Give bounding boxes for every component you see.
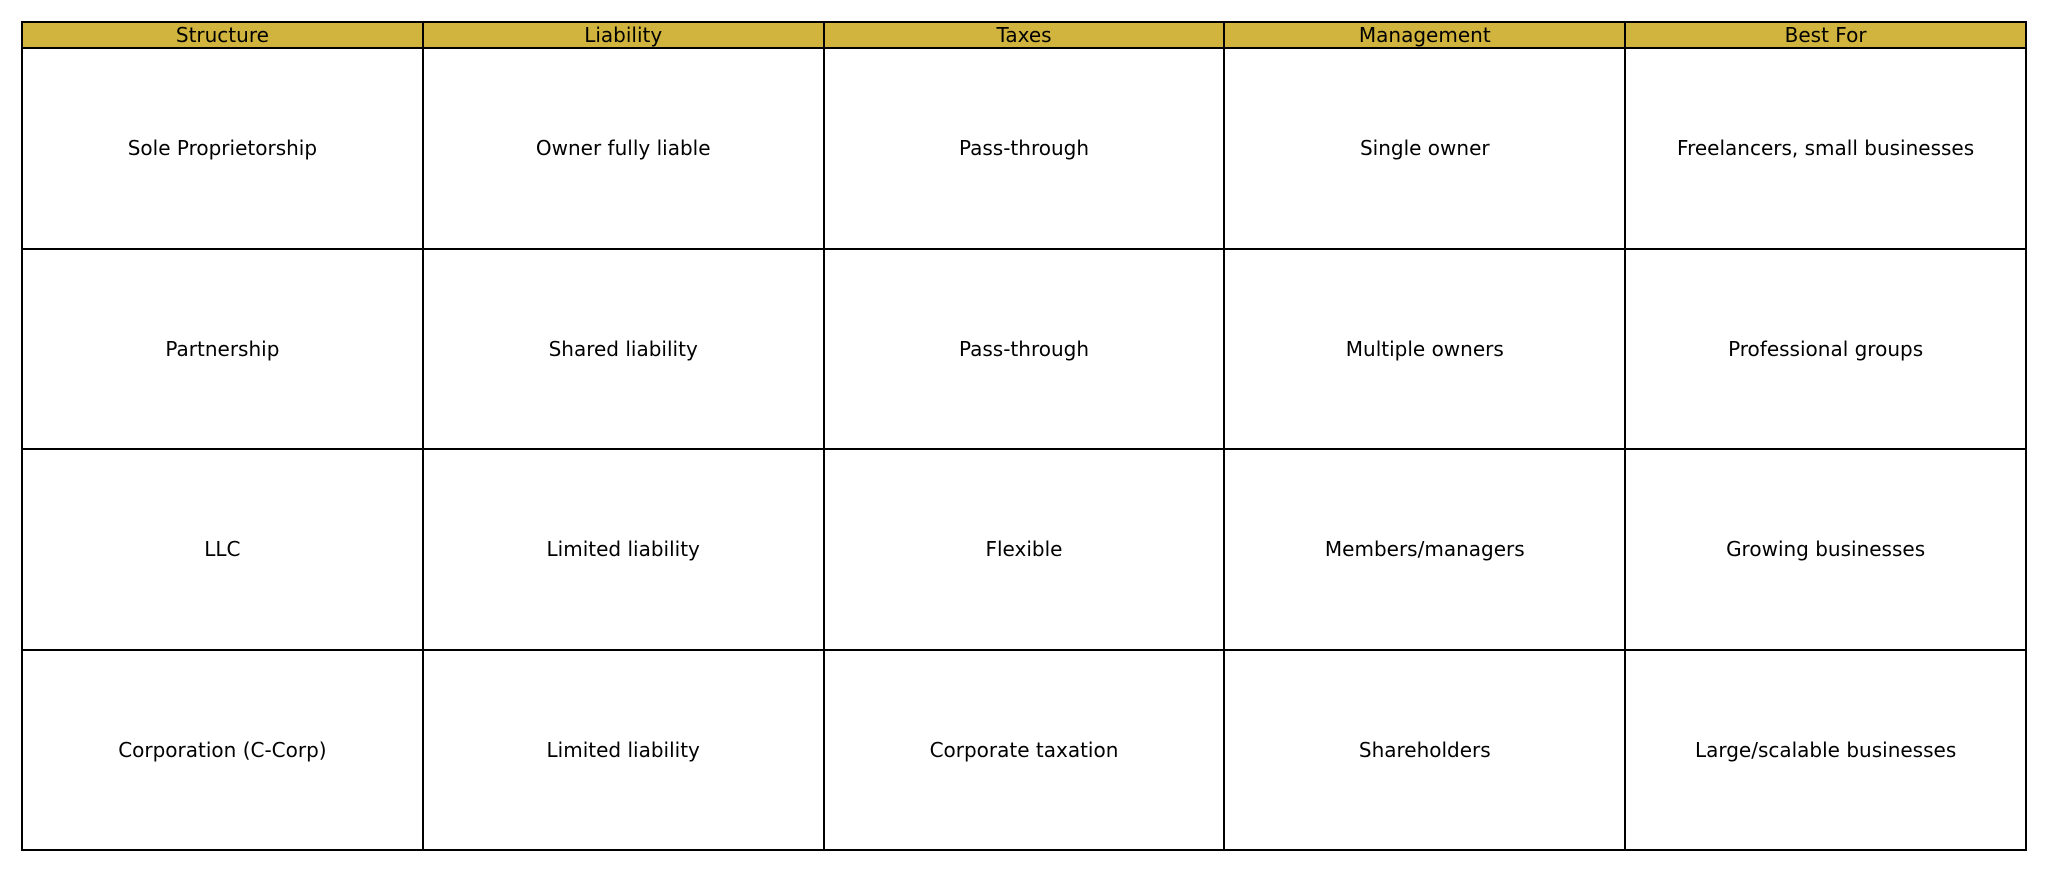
header-cell-liability: Liability xyxy=(423,22,824,48)
table-cell: Members/managers xyxy=(1224,449,1625,650)
table-cell: Owner fully liable xyxy=(423,48,824,249)
table-cell: Multiple owners xyxy=(1224,249,1625,450)
table-row xyxy=(22,249,2026,450)
table-body xyxy=(22,48,2026,850)
table-cell: Limited liability xyxy=(423,650,824,851)
business-structure-table xyxy=(21,21,2027,851)
table-cell: Professional groups xyxy=(1625,249,2026,450)
header-row xyxy=(22,22,2026,48)
table-cell: Shared liability xyxy=(423,249,824,450)
table-cell: Limited liability xyxy=(423,449,824,650)
table-row xyxy=(22,449,2026,650)
table-cell: Sole Proprietorship xyxy=(22,48,423,249)
table-cell: Corporate taxation xyxy=(824,650,1225,851)
header-cell-management: Management xyxy=(1224,22,1625,48)
table-cell: Growing businesses xyxy=(1625,449,2026,650)
table-cell: Partnership xyxy=(22,249,423,450)
header-cell-taxes: Taxes xyxy=(824,22,1225,48)
table-cell: Corporation (C-Corp) xyxy=(22,650,423,851)
table-cell: Pass-through xyxy=(824,48,1225,249)
table-cell: Freelancers, small businesses xyxy=(1625,48,2026,249)
table-cell: Single owner xyxy=(1224,48,1625,249)
business-structure-table-container xyxy=(21,21,2027,851)
table-row xyxy=(22,650,2026,851)
table-cell: LLC xyxy=(22,449,423,650)
table-cell: Large/scalable businesses xyxy=(1625,650,2026,851)
table-cell: Shareholders xyxy=(1224,650,1625,851)
header-cell-structure: Structure xyxy=(22,22,423,48)
table-cell: Flexible xyxy=(824,449,1225,650)
table-row xyxy=(22,48,2026,249)
table-cell: Pass-through xyxy=(824,249,1225,450)
table-header xyxy=(22,22,2026,48)
header-cell-best-for: Best For xyxy=(1625,22,2026,48)
